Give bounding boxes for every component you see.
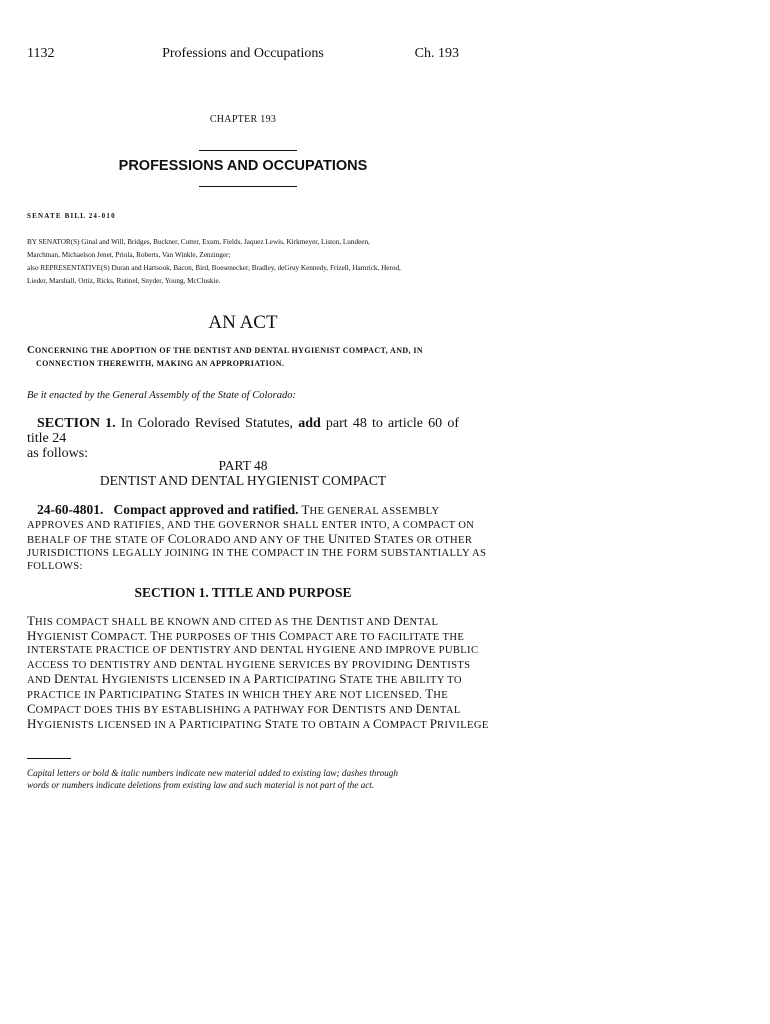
purpose-line: AND DENTAL HYGIENISTS LICENSED IN A PARTICIPATING STATE THE ABILITY TO [27,671,462,686]
statute-line: BEHALF OF THE STATE OF COLORADO AND ANY OF THE UNITED STATES OR OTHER [27,531,473,546]
purpose-line: ACCESS TO DENTISTRY AND DENTAL HYGIENE SERVICES BY PROVIDING DENTISTS [27,656,471,671]
section-1-label: SECTION 1. [37,416,116,431]
section-1-text: part 48 to article 60 of title 24 [27,416,460,446]
footnote-line: Capital letters or bold & italic numbers indicate new material added to existing law; dashes through [27,768,398,778]
main-title: PROFESSIONS AND OCCUPATIONS [118,158,368,174]
sponsor-line: Marchman, Michaelson Jenet, Priola, Roberts, Van Winkle, Zenzinger; [27,251,231,259]
document-page [27,0,489,1024]
sponsor-line: also REPRESENTATIVE(S) Duran and Hartsook, Bacon, Bird, Boesenecker, Bradley, deGruy Kennedy, Frizell, Hamrick, Herod, [27,264,401,272]
section-1-add: add [298,416,321,431]
statute-text: HE GENERAL ASSEMBLY [309,506,440,517]
act-title-line [27,344,459,357]
section-1-line: as follows: [27,446,89,461]
part-number: PART 48 [218,458,268,473]
title-rule-bottom [199,186,297,187]
statute-line: FOLLOWS: [27,561,83,572]
purpose-line: HYGIENIST COMPACT. THE PURPOSES OF THIS COMPACT ARE TO FACILITATE THE [27,628,465,643]
statute-heading: Compact approved and ratified. [113,502,299,517]
drop-cap: C [27,345,35,356]
enacting-clause: Be it enacted by the General Assembly of the State of Colorado: [27,390,296,401]
footnote-line: words or numbers indicate deletions from existing law and such material is not part of the act. [27,780,375,790]
section-1-text: In Colorado Revised Statutes, [115,416,299,431]
statute-line [27,502,459,519]
part-name: DENTIST AND DENTAL HYGIENIST COMPACT [99,473,387,488]
section-1-intro [27,416,459,461]
chapter-label: CHAPTER 193 [209,114,277,125]
footnote [27,767,459,791]
running-title: Professions and Occupations [162,46,324,61]
purpose-line: INTERSTATE PRACTICE OF DENTISTRY AND DENTAL HYGIENE AND IMPROVE PUBLIC [27,645,479,656]
section-1-line [27,416,459,446]
compact-section-heading: SECTION 1. TITLE AND PURPOSE [134,585,352,600]
part-heading [27,458,459,488]
sponsor-list [27,236,459,288]
statute-line: APPROVES AND RATIFIES, AND THE GOVERNOR SHALL ENTER INTO, A COMPACT ON [27,520,475,531]
page-number: 1132 [27,46,55,61]
running-header [27,46,459,66]
statute-paragraph [27,502,487,573]
statute-line: JURISDICTIONS LEGALLY JOINING IN THE COMPACT IN THE FORM SUBSTANTIALLY AS [27,548,487,559]
act-title [27,344,459,370]
act-heading: AN ACT [208,312,278,333]
sponsor-line: Lieder, Marshall, Ortiz, Ricks, Rutinel, Snyder, Young, McCluskie. [27,277,221,285]
act-title-text: ONCERNING THE ADOPTION OF THE DENTIST AND DENTAL HYGIENIST COMPACT, AND, IN [34,346,424,355]
purpose-line: PRACTICE IN PARTICIPATING STATES IN WHICH THEY ARE NOT LICENSED. THE [27,686,449,701]
sponsor-line: BY SENATOR(S) Ginal and Will, Bridges, Buckner, Cutter, Exum, Fields, Jaquez Lewis, Kirkmeyer, Liston, Lundeen, [27,238,370,246]
bill-number: SENATE BILL 24-010 [27,212,116,220]
purpose-line: COMPACT DOES THIS BY ESTABLISHING A PATHWAY FOR DENTISTS AND DENTAL [27,701,461,716]
purpose-line: HYGIENISTS LICENSED IN A PARTICIPATING STATE TO OBTAIN A COMPACT PRIVILEGE [27,716,489,731]
title-rule-top [199,150,297,151]
purpose-line: THIS COMPACT SHALL BE KNOWN AND CITED AS THE DENTIST AND DENTAL [27,613,439,628]
purpose-paragraph [27,613,489,732]
small-cap: T [301,502,310,517]
chapter-reference: Ch. 193 [414,46,459,61]
act-title-line: CONNECTION THEREWITH, MAKING AN APPROPRIATION. [36,359,285,368]
statute-number: 24-60-4801. [37,502,104,517]
footnote-rule [27,758,71,759]
